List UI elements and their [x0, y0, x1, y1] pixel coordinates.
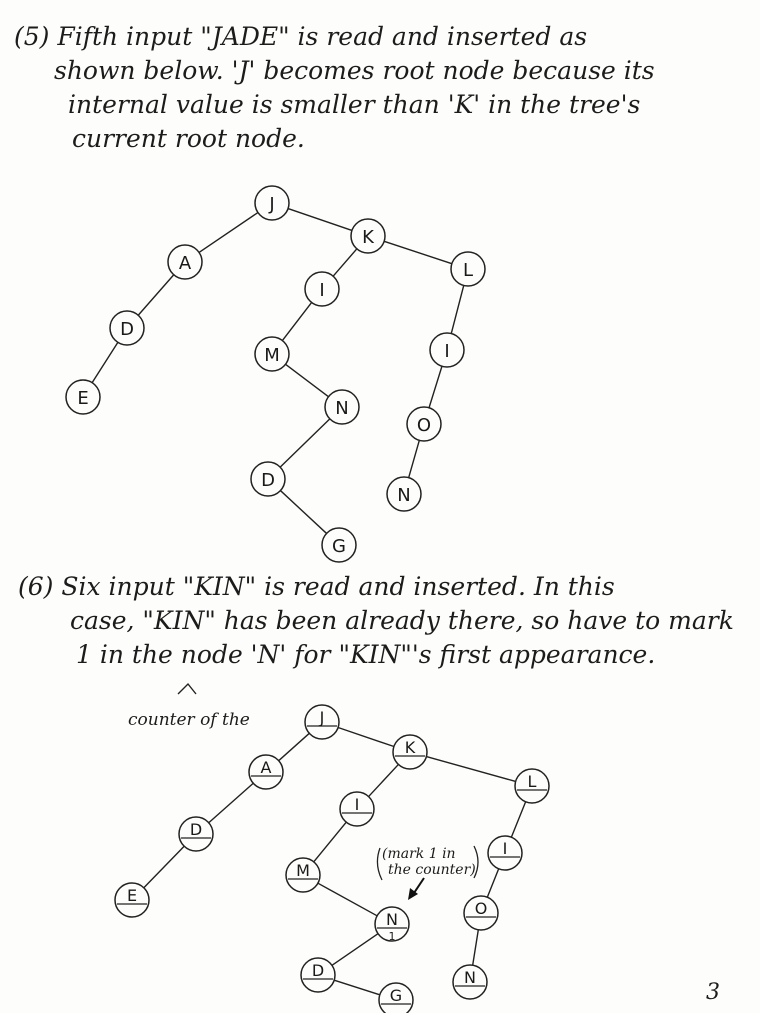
node-label: J [319, 708, 325, 727]
node-label: I [319, 280, 325, 301]
node-label: A [260, 758, 272, 777]
tree-node-m [286, 858, 320, 892]
section-5-line-2: shown below. 'J' becomes root node because its [54, 56, 655, 85]
section-5-line-4: current root node. [72, 124, 305, 153]
node-label: N [397, 485, 411, 506]
node-label: D [189, 820, 203, 839]
tree-node-d [179, 817, 213, 851]
section-6-line-1: (6) Six input "KIN" is read and inserted. In this [18, 572, 615, 601]
tree-node-e [115, 883, 149, 917]
node-label: M [264, 345, 280, 366]
node-counter: 1 [388, 930, 396, 943]
section-5-line-1: (5) Fifth input "JADE" is read and inserted as [14, 22, 588, 51]
tree-node-k [393, 735, 427, 769]
node-label: D [120, 319, 134, 340]
node-label: O [416, 415, 432, 436]
tree-edge-o-n2 [473, 930, 479, 965]
tree-edge-l-i2 [511, 802, 525, 837]
insertion-caret [178, 684, 196, 694]
tree-edge-m-n1 [318, 883, 377, 916]
node-label: L [462, 260, 474, 281]
tree-edge-k-i1 [369, 764, 399, 796]
tree-edge-j-a [279, 733, 310, 760]
tree-node-a [249, 755, 283, 789]
node-label: N [386, 910, 398, 929]
page-number: 3 [706, 980, 720, 1005]
tree-node-j [305, 705, 339, 739]
tree-node-d2 [301, 958, 335, 992]
section-5-line-3: internal value is smaller than 'K' in the tree's [68, 90, 641, 119]
mark-counter-annotation [382, 846, 476, 878]
node-label: I [354, 795, 360, 814]
node-label: N [335, 398, 349, 419]
node-label: G [389, 986, 403, 1005]
tree-node-l [515, 769, 549, 803]
section-6-line-3: 1 in the node 'N' for "KIN"'s first appearance. [76, 640, 656, 669]
tree-edge-i1-m [314, 822, 346, 862]
tree-node-n1 [375, 907, 409, 943]
tree-node-i2 [488, 836, 522, 870]
tree-edge-a-d [209, 783, 254, 822]
tree-edge-i2-o [487, 869, 498, 897]
inserted-phrase: counter of the [128, 710, 250, 730]
section-6-line-2: case, "KIN" has been already there, so have to mark [70, 606, 734, 635]
tree-edge-d2-g [334, 980, 380, 995]
tree-node-g [379, 983, 413, 1013]
tree-edge-k-l [426, 757, 515, 782]
annotation-line-2: the counter) [388, 862, 476, 878]
annotation-line-1: (mark 1 in [382, 846, 456, 862]
node-label: I [444, 341, 450, 362]
node-label: J [269, 194, 275, 215]
node-label: D [261, 470, 275, 491]
node-label: O [474, 899, 488, 918]
tree-node-i1 [340, 792, 374, 826]
node-label: G [332, 536, 346, 557]
node-label: E [77, 388, 89, 409]
tree-edge-d-e [144, 846, 184, 888]
tree-edge-n1-d2 [332, 934, 378, 966]
node-label: L [527, 772, 537, 791]
tree-edge-j-k [338, 727, 394, 746]
node-label: K [404, 738, 416, 757]
node-label: K [362, 227, 374, 248]
tree-node-n2 [453, 965, 487, 999]
node-label: I [502, 839, 508, 858]
node-label: M [296, 861, 310, 880]
node-label: D [311, 961, 325, 980]
node-label: N [464, 968, 476, 987]
tree-node-o [464, 896, 498, 930]
node-label: E [126, 886, 138, 905]
node-label: A [178, 253, 192, 274]
